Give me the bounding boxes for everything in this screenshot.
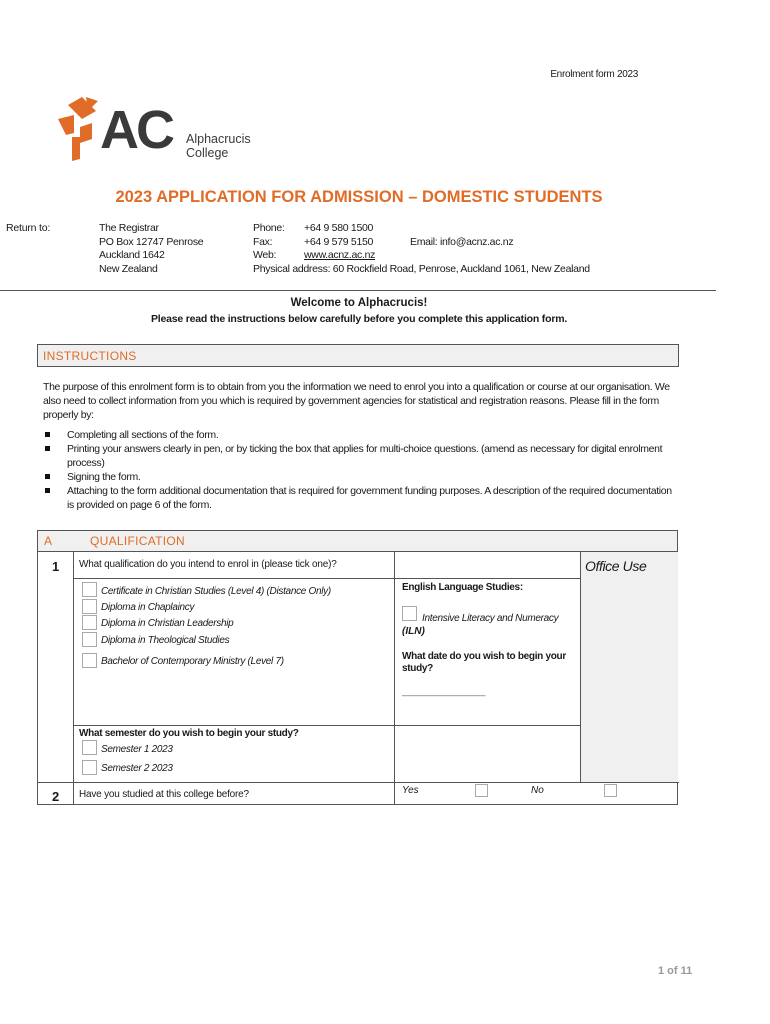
question-number: 1 [52,559,60,574]
qualification-checkbox[interactable] [82,582,97,597]
section-letter: A [44,534,53,548]
no-checkbox[interactable] [604,784,617,797]
logo-name-line2: College [186,146,229,160]
list-item: Attaching to the form additional documentation that is required for government funding purposes. A description of the required documentation is provided on page 6 of the form. [43,484,673,512]
semester-checkbox[interactable] [82,740,97,755]
qualification-option: Bachelor of Contemporary Ministry (Level 7) [101,656,284,667]
address-line: PO Box 12747 Penrose [99,235,204,248]
begin-date-question: What date do you wish to begin your study? [402,651,566,674]
instructions-list [43,428,673,512]
divider [38,782,679,783]
yes-checkbox[interactable] [475,784,488,797]
question-text: Have you studied at this college before? [79,789,249,800]
question-text: What qualification do you intend to enrol in (please tick one)? [79,559,337,570]
qualification-checkbox[interactable] [82,653,97,668]
phone-value: +64 9 580 1500 [304,222,374,234]
fax-label: Fax: [253,235,273,248]
college-logo [58,97,263,163]
semester-option: Semester 1 2023 [101,744,173,755]
header-divider [0,290,716,291]
phone-label: Phone: [253,222,285,234]
qualification-option: Diploma in Chaplaincy [101,602,195,613]
please-read-note: Please read the instructions below carefully before you complete this application form. [150,313,568,325]
email-text: Email: info@acnz.ac.nz [410,235,514,248]
welcome-heading: Welcome to Alphacrucis! [290,297,428,309]
form-label: Enrolment form 2023 [550,69,638,80]
begin-date-field[interactable]: _______________ [402,686,486,697]
address-line: The Registrar [99,222,159,234]
divider [73,552,74,805]
logo-name-line1: Alphacrucis [186,132,251,146]
divider [394,552,395,805]
list-item: Completing all sections of the form. [43,428,673,442]
qualification-checkbox[interactable] [82,632,97,647]
divider [73,725,580,726]
fax-value: +64 9 579 5150 [304,235,374,248]
no-label: No [531,785,544,796]
qualification-option: Diploma in Christian Leadership [101,618,234,629]
qualification-checkbox[interactable] [82,599,97,614]
registrar-address [99,222,203,276]
question-number: 2 [52,789,60,804]
semester-question: What semester do you wish to begin your study? [79,728,299,739]
address-line: New Zealand [99,262,158,275]
website-link[interactable]: www.acnz.ac.nz [304,249,376,261]
qualification-option: Diploma in Theological Studies [101,635,230,646]
english-heading: English Language Studies: [402,582,523,593]
instructions-header [37,344,679,367]
instructions-heading: INSTRUCTIONS [43,349,137,363]
semester-option: Semester 2 2023 [101,763,173,774]
logo-mark: AC [100,100,172,160]
page-number: 1 of 11 [658,965,693,977]
office-use-label: Office Use [585,558,647,574]
section-heading: QUALIFICATION [90,534,186,548]
instructions-paragraph: The purpose of this enrolment form is to obtain from you the information we need to enrol you into a qualification or course at our organisation. We also need to collect information from you which is required by government agencies for statistical and registration reasons. Please fill in the form properly by: [43,381,670,421]
page-title: 2023 APPLICATION FOR ADMISSION – DOMESTIC STUDENTS [115,188,603,206]
semester-checkbox[interactable] [82,760,97,775]
office-use-panel [580,552,678,782]
yes-label: Yes [402,785,419,796]
physical-address: Physical address: 60 Rockfield Road, Penrose, Auckland 1061, New Zealand [253,262,590,275]
qualification-section [37,530,678,805]
web-label: Web: [253,249,277,261]
return-to-label: Return to: [6,222,51,234]
contact-details [253,222,590,276]
iln-abbr: (ILN) [402,626,425,637]
divider [580,552,581,782]
qualification-option: Certificate in Christian Studies (Level 4) (Distance Only) [101,586,331,597]
list-item: Printing your answers clearly in pen, or by ticking the box that applies for multi-choice questions. (amend as necessary for digital enrolment process) [43,442,673,470]
list-item: Signing the form. [43,470,673,484]
iln-checkbox[interactable] [402,606,417,621]
qualification-checkbox[interactable] [82,615,97,630]
section-a-header [38,531,677,552]
iln-option: Intensive Literacy and Numeracy [422,613,559,624]
divider [73,578,580,579]
address-line: Auckland 1642 [99,249,165,261]
